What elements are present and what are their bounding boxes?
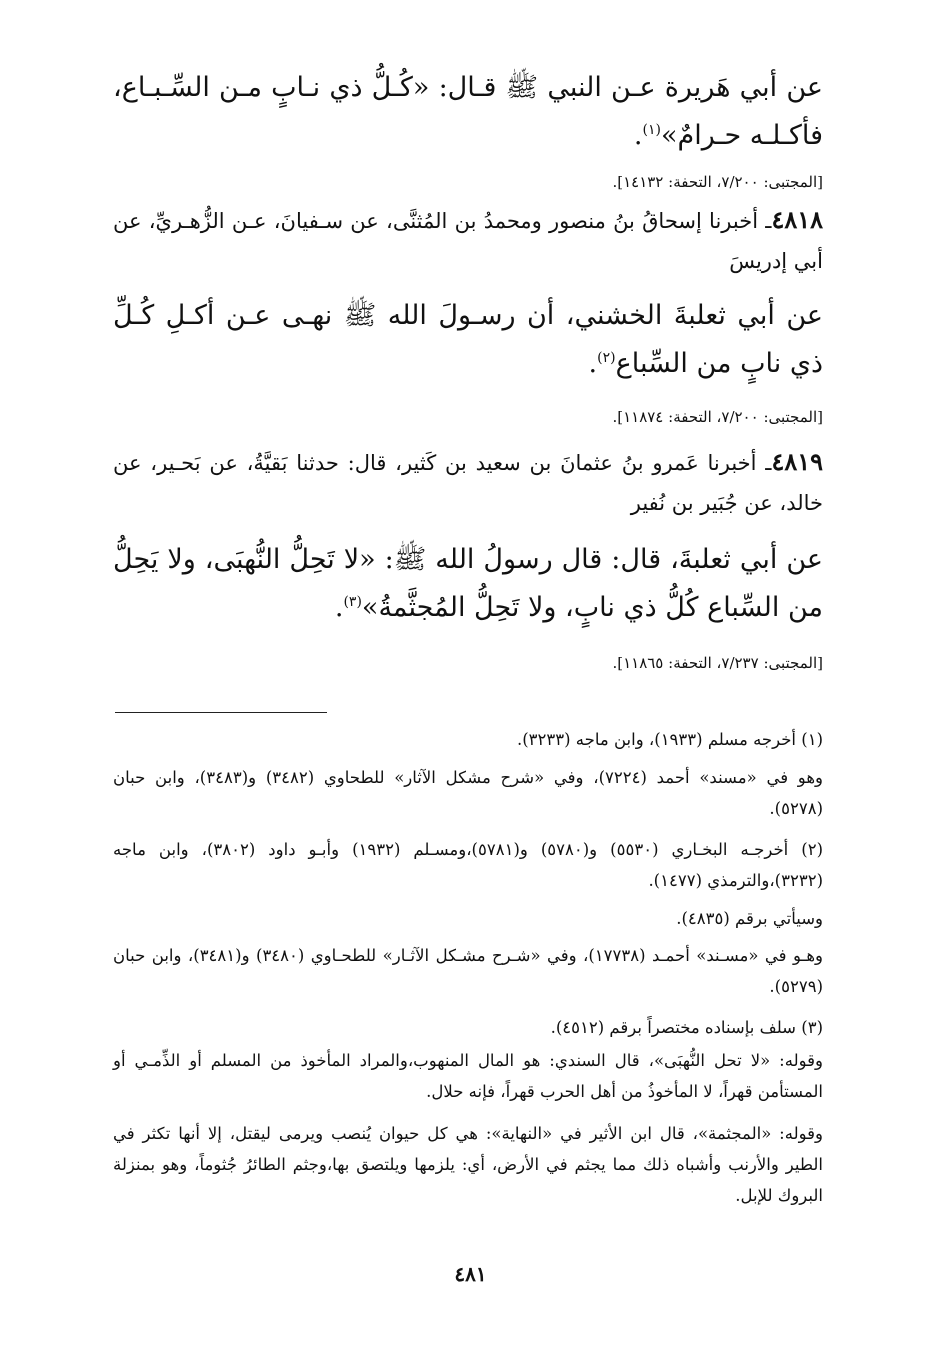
footnote-3-mujaththama: وقوله: «المجثمة»، قال ابن الأثير في «النهاية»: هي كل حيوان يُنصب ويرمى ليقتل، إلا أنها تكثر في الطير والأرنب وأشباه ذلك مما يجثم في الأرض، أي: يلزمها ويلتصق بها،وجثم الطائرُ جُثوماً، وهو بمنزلة البروك للإبل. xyxy=(113,1124,823,1205)
footnote-2: (٢) أخرجـه البخـاري (٥٥٣٠) و(٥٧٨٠) و(٥٧٨١)،ومسـلم (١٩٣٢) وأبـو داود (٣٨٠٢)، وابن ماجه (٣٢٣٢)،والترمذي (١٤٧٧). xyxy=(113,840,824,890)
isnad-4819: ٤٨١٩ـ أخبرنا عَمرو بنُ عثمانَ بن سعيد بن كَثير، قال: حدثنا بَقيَّةُ، عن بَحـير، عن خالد، عن جُبَير بن نُفير xyxy=(113,447,823,515)
hadith-number: ٤٨١٨ xyxy=(771,205,823,234)
hadith-text-4818: عن أبي ثعلبةَ الخشني، أن رسـولَ الله ﷺ نهـى عـن أكـلِ كُـلِّ ذي نابٍ من السِّباع$^{(٢)}$. xyxy=(113,300,823,379)
footnote-2-continued: وسيأتي برقم (٤٨٣٥). xyxy=(676,909,823,928)
footnote-marker-3: (٣) xyxy=(343,594,362,610)
reference-1: [المجتبى: ٧/٢٠٠، التحفة: ١٤١٣٢]. xyxy=(612,173,823,191)
page-number: ٤٨١ xyxy=(454,1262,487,1286)
footnote-1-continued: وهو في «مسند» أحمد (٧٢٢٤)، وفي «شرح مشكل الآثار» للطحاوي (٣٤٨٢) و(٣٤٨٣)، وابن حبان (٥٢٧٨). xyxy=(113,768,823,818)
footnote-separator xyxy=(115,712,327,713)
footnote-marker-2: (٢) xyxy=(597,350,616,366)
footnote-marker-1: (١) xyxy=(642,122,661,138)
isnad-4818: ٤٨١٨ـ أخبرنا إسحاقُ بنُ منصور ومحمدُ بن المُثنَّى، عن سـفيانَ، عـن الزُّهـريِّ، عن أبي إدريسَ xyxy=(113,205,823,273)
hadith-text-1: عن أبي هَريرة عـن النبي ﷺ قـال: «كُـلُّ ذي نـابٍ مـن السِّـبـاع، فأكـلـه حـرامٌ»$^{(١)}$. xyxy=(113,72,823,151)
footnote-3: (٣) سلف بإسناده مختصراً برقم (٤٥١٢). xyxy=(550,1018,823,1037)
reference-4818: [المجتبى: ٧/٢٠٠، التحفة: ١١٨٧٤]. xyxy=(612,408,823,426)
reference-4819: [المجتبى: ٧/٢٣٧، التحفة: ١١٨٦٥]. xyxy=(612,654,823,672)
footnote-2-more: وهـو في «مسـند» أحمـد (١٧٧٣٨)، وفي «شـرح مشـكل الآثـار» للطحـاوي (٣٤٨٠) و(٣٤٨١)، وابن حبان (٥٢٧٩). xyxy=(113,946,824,996)
footnote-1: (١) أخرجه مسلم (١٩٣٣)، وابن ماجه (٣٢٣٣). xyxy=(516,730,823,749)
hadith-number: ٤٨١٩ xyxy=(771,447,823,476)
footnote-3-nuhba: وقوله: «لا تحل النُّهبَى»، قال السندي: هو المال المنهوب،والمراد المأخوذ من المسلم أو الذِّمـي أو المستأمن قهراً، لا المأخوذُ من أهل الحرب قهراً، فإنه حلال. xyxy=(113,1051,823,1101)
hadith-text-4819: عن أبي ثعلبةَ، قال: قال رسولُ الله ﷺ: «لا تَحِلُّ النُّهبَى، ولا يَحِلُّ من السِّباع كُلُّ ذي نابٍ، ولا تَحِلُّ المُجثَّمةُ»$^{(٣)}$. xyxy=(113,544,823,623)
